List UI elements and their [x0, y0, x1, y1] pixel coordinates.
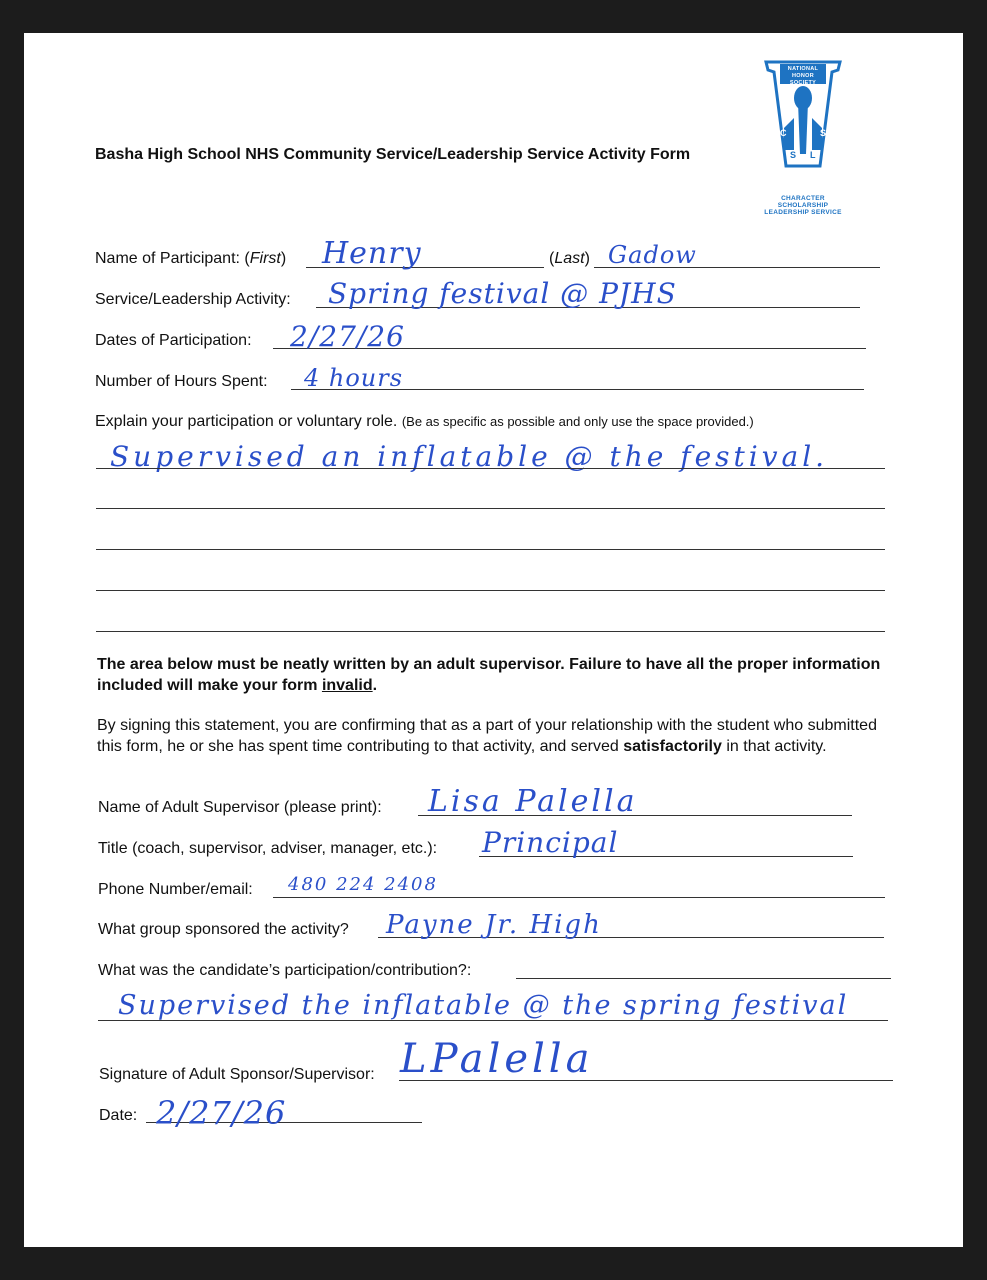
group-label: What group sponsored the activity? [98, 921, 349, 938]
svg-text:S: S [820, 128, 827, 138]
explain-line-1 [96, 468, 885, 469]
first-name-value[interactable]: Henry [322, 236, 422, 271]
activity-label: Service/Leadership Activity: [95, 291, 291, 308]
nhs-logo [760, 58, 846, 228]
explain-line-3 [96, 549, 885, 550]
supervisor-warning: The area below must be neatly written by an adult supervisor. Failure to have all the proper information included will make your form invalid. [97, 656, 881, 694]
hours-label: Number of Hours Spent: [95, 373, 268, 390]
phone-line [273, 897, 885, 898]
phone-label: Phone Number/email: [98, 881, 253, 898]
contribution-label: What was the candidate’s participation/contribution?: [98, 962, 472, 979]
dates-label: Dates of Participation: [95, 332, 252, 349]
group-value[interactable]: Payne Jr. High [386, 910, 602, 940]
last-name-label: (Last) [549, 250, 590, 267]
explain-line-2 [96, 508, 885, 509]
supervisor-statement: By signing this statement, you are confirming that as a part of your relationship with the student who submitted this form, he or she has spent time contributing to that activity, and served satisfactorily in that activity. [97, 717, 877, 755]
date-label: Date: [99, 1107, 138, 1124]
activity-value[interactable]: Spring festival @ PJHS [328, 277, 677, 310]
supervisor-name-label: Name of Adult Supervisor (please print): [98, 799, 382, 816]
supervisor-title-label: Title (coach, supervisor, adviser, manager, etc.): [98, 840, 438, 857]
phone-value[interactable]: 480 224 2408 [288, 874, 438, 895]
logo-bottom-text: CHARACTER SCHOLARSHIP LEADERSHIP SERVICE [764, 195, 842, 216]
svg-text:C: C [780, 128, 787, 138]
explain-line-4 [96, 590, 885, 591]
explain-value[interactable]: Supervised an inflatable @ the festival. [110, 440, 829, 473]
contribution-value[interactable]: Supervised the inflatable @ the spring festival [118, 990, 849, 1021]
signature-value[interactable]: LPalella [400, 1036, 594, 1082]
contribution-line-2 [98, 1020, 888, 1021]
supervisor-title-value[interactable]: Principal [482, 826, 619, 859]
contribution-line-1 [516, 978, 891, 979]
form-title: Basha High School NHS Community Service/Leadership Service Activity Form [95, 146, 691, 163]
participant-name-label: Name of Participant: (First) [95, 250, 287, 267]
explain-line-5 [96, 631, 885, 632]
date-value[interactable]: 2/27/26 [156, 1094, 287, 1132]
last-name-value[interactable]: Gadow [608, 241, 697, 269]
logo-top-text: NATIONAL HONOR SOCIETY [787, 66, 819, 86]
supervisor-name-value[interactable]: Lisa Palella [428, 784, 638, 819]
explain-label: Explain your participation or voluntary role. (Be as specific as possible and only use the space provided.) [95, 413, 754, 430]
hours-value[interactable]: 4 hours [304, 364, 404, 392]
svg-text:L: L [810, 150, 816, 160]
svg-text:S: S [790, 150, 797, 160]
signature-label: Signature of Adult Sponsor/Supervisor: [99, 1066, 375, 1083]
dates-value[interactable]: 2/27/26 [290, 320, 405, 353]
